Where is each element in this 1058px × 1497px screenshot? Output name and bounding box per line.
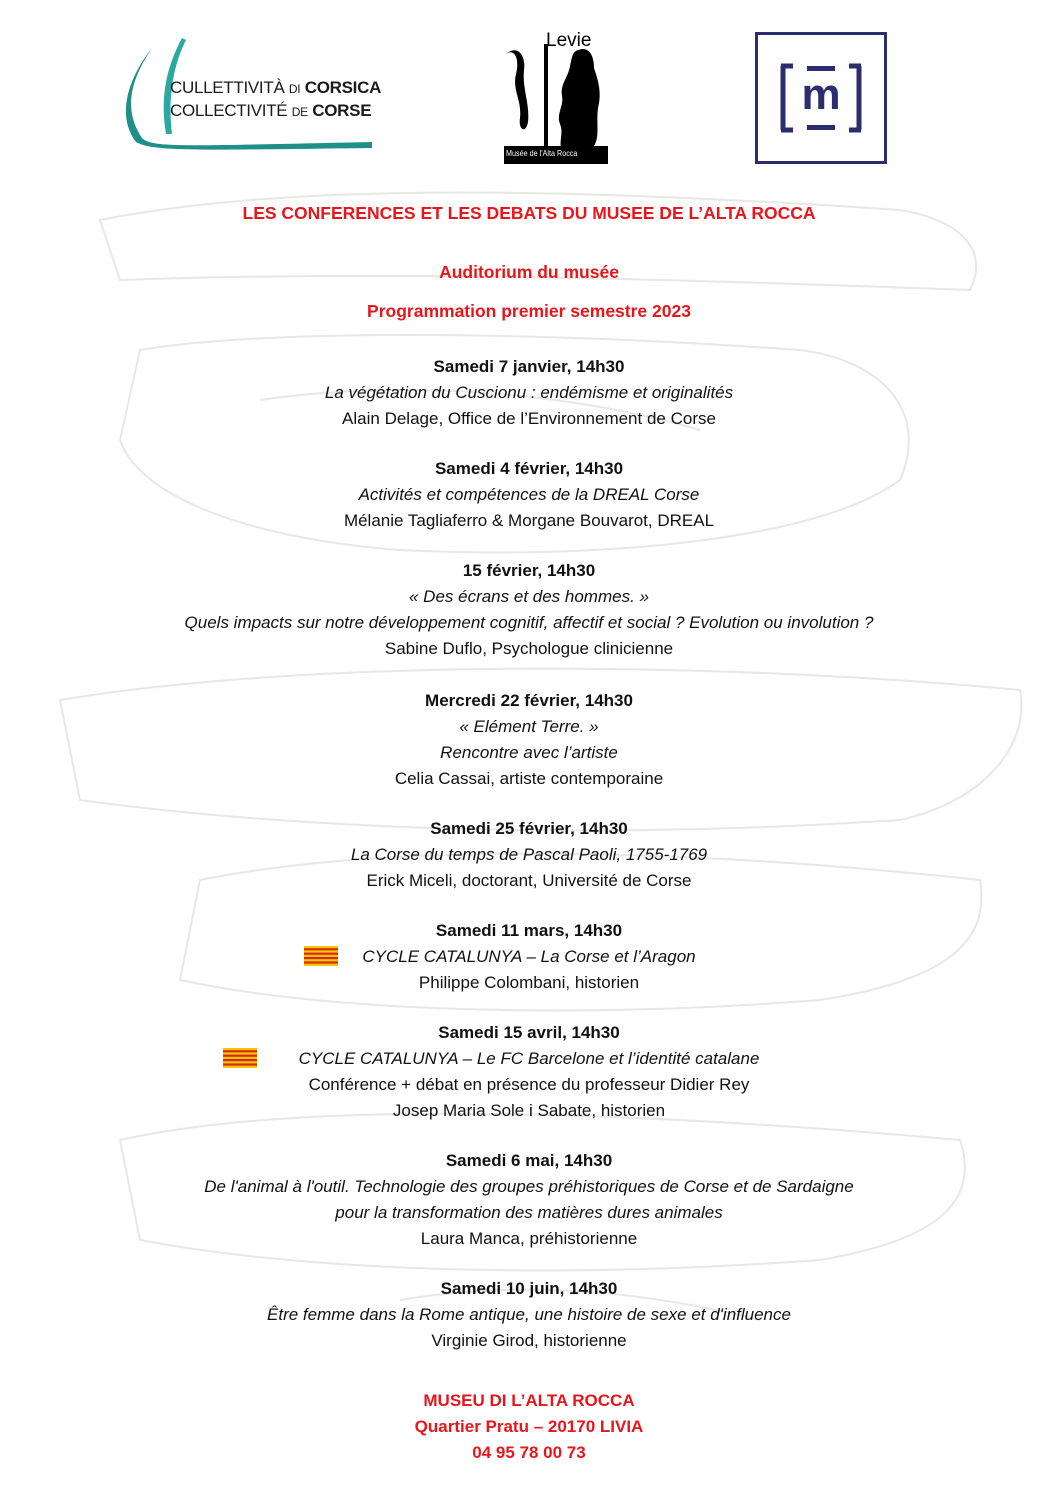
- event-date: Samedi 11 mars, 14h30: [435, 921, 623, 940]
- event-date: Samedi 25 février, 14h30: [430, 819, 628, 838]
- event-title: « Elément Terre. »: [459, 717, 599, 736]
- event-speaker: Virginie Girod, historienne: [431, 1331, 627, 1350]
- musee-m-logo: [755, 32, 887, 164]
- ctc-name-corsican: [170, 78, 381, 98]
- event-title: CYCLE CATALUNYA – La Corse et l’Aragon: [362, 947, 696, 966]
- event-subtitle: Rencontre avec l’artiste: [440, 743, 618, 762]
- event-date: Samedi 7 janvier, 14h30: [433, 357, 625, 376]
- collectivite-de-corse-logo: [122, 38, 382, 150]
- ctc-word: CORSE: [312, 101, 372, 120]
- event-title: « Des écrans et des hommes. »: [408, 587, 649, 606]
- event-title: De l'animal à l'outil. Technologie des groupes préhistoriques de Corse et de Sardaigne: [204, 1177, 854, 1196]
- footer-address: Quartier Pratu – 20170 LIVIA: [414, 1417, 644, 1436]
- event-speaker: Celia Cassai, artiste contemporaine: [394, 769, 664, 788]
- ctc-name-french: [170, 101, 371, 121]
- page-title: LES CONFERENCES ET LES DEBATS DU MUSEE DE L’ALTA ROCCA: [242, 203, 816, 223]
- corsica-silhouette-icon: [498, 34, 610, 164]
- event-subtitle: pour la transformation des matières dures animales: [335, 1203, 723, 1222]
- event-speaker: Mélanie Tagliaferro & Morgane Bouvarot, DREAL: [343, 511, 715, 530]
- event-date: Mercredi 22 février, 14h30: [425, 691, 633, 710]
- m-logo-letter: m: [801, 70, 841, 119]
- event-date: Samedi 4 février, 14h30: [434, 459, 624, 478]
- event-title: Activités et compétences de la DREAL Corse: [358, 485, 700, 504]
- event-title: Être femme dans la Rome antique, une histoire de sexe et d'influence: [267, 1305, 791, 1324]
- event-date: Samedi 10 juin, 14h30: [440, 1279, 618, 1298]
- event-speaker: Alain Delage, Office de l’Environnement de Corse: [342, 409, 716, 428]
- levie-museum-logo: [498, 30, 610, 164]
- event-date: Samedi 15 avril, 14h30: [438, 1023, 620, 1042]
- venue-title: Auditorium du musée: [439, 262, 619, 282]
- event-date: 15 février, 14h30: [462, 561, 596, 580]
- levie-caption: Musée de l'Alta Rocca: [506, 149, 578, 158]
- event-speaker: Conférence + débat en présence du professeur Didier Rey: [308, 1075, 750, 1094]
- event-title: La végétation du Cuscionu : endémisme et originalités: [324, 383, 734, 402]
- event-date: Samedi 6 mai, 14h30: [445, 1151, 613, 1170]
- event-speaker: Sabine Duflo, Psychologue clinicienne: [384, 639, 674, 658]
- ctc-word: COLLECTIVITÉ: [170, 101, 288, 120]
- ctc-word: CORSICA: [304, 78, 382, 97]
- footer-museum-name: MUSEU DI L’ALTA ROCCA: [423, 1391, 635, 1410]
- event-speaker: Erick Miceli, doctorant, Université de Corse: [366, 871, 692, 890]
- program-title: Programmation premier semestre 2023: [367, 301, 691, 321]
- event-subtitle: Quels impacts sur notre développement cognitif, affectif et social ? Evolution ou involution ?: [184, 613, 874, 632]
- event-title: CYCLE CATALUNYA – Le FC Barcelone et l’identité catalane: [298, 1049, 760, 1068]
- event-speaker: Josep Maria Sole i Sabate, historien: [392, 1101, 666, 1120]
- event-speaker: Laura Manca, préhistorienne: [420, 1229, 638, 1248]
- footer-phone: 04 95 78 00 73: [472, 1443, 586, 1462]
- ctc-word: DI: [288, 82, 301, 96]
- ctc-word: DE: [291, 105, 308, 119]
- ctc-word: CULLETTIVITÀ: [170, 78, 285, 97]
- event-title: La Corse du temps de Pascal Paoli, 1755-1769: [350, 845, 708, 864]
- levie-title: Levie: [546, 30, 592, 51]
- event-speaker: Philippe Colombani, historien: [418, 973, 640, 992]
